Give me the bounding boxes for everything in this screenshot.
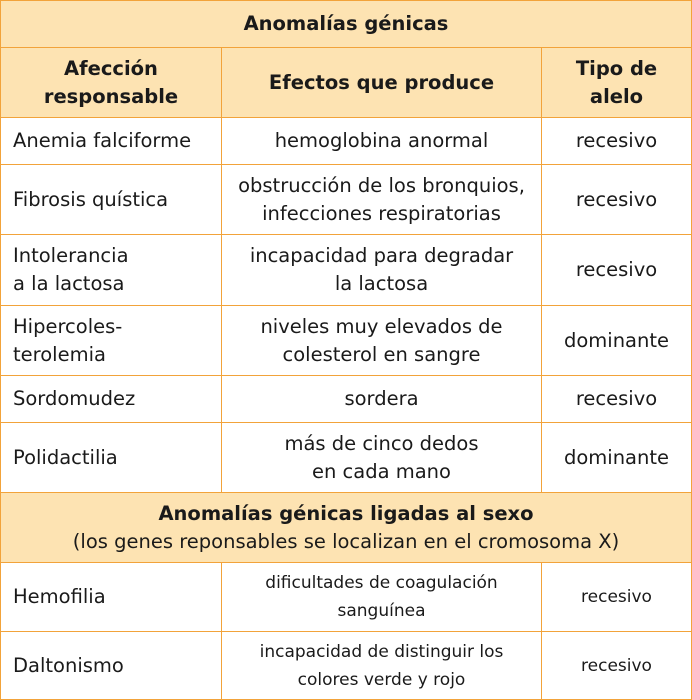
condition-line2: a la lactosa <box>13 272 125 295</box>
header-effects <box>222 48 542 117</box>
allele-text: dominante <box>563 328 670 352</box>
table-row <box>1 165 691 235</box>
table-row <box>1 235 691 306</box>
condition-text: Polidactilia <box>13 445 118 469</box>
effect-cell <box>222 165 542 234</box>
effect-line2: la lactosa <box>334 272 429 295</box>
effect-line1: incapacidad para degradar <box>249 244 514 267</box>
condition-cell <box>1 118 222 164</box>
condition-cell <box>1 632 222 699</box>
effect-line2: colesterol en sangre <box>282 342 481 366</box>
condition-cell <box>1 235 222 305</box>
allele-text: recesivo <box>575 387 658 410</box>
header-allele-line2: alelo <box>589 84 644 108</box>
effect-cell <box>222 306 542 375</box>
allele-text: recesivo <box>575 187 658 211</box>
effect-line2: en cada mano <box>311 459 451 483</box>
effect-line2: sanguínea <box>337 601 426 621</box>
allele-text: recesivo <box>581 655 652 676</box>
condition-text: Hemofilia <box>13 585 106 608</box>
effect-cell <box>222 118 542 164</box>
allele-text: recesivo <box>575 129 658 152</box>
effect-line1: dificultades de coagulación <box>265 573 498 593</box>
section2-subtitle: (los genes reponsables se localizan en el cromosoma X) <box>72 529 620 553</box>
header-condition-line2: responsable <box>43 84 179 108</box>
allele-cell <box>542 306 691 375</box>
effect-cell <box>222 376 542 422</box>
allele-cell <box>542 563 691 631</box>
condition-text: Anemia falciforme <box>13 129 192 152</box>
effect-text: hemoglobina anormal <box>274 129 489 152</box>
header-allele-line1: Tipo de <box>575 56 658 80</box>
table-row <box>1 376 691 423</box>
allele-cell <box>542 118 691 164</box>
condition-cell <box>1 306 222 375</box>
effect-line1: niveles muy elevados de <box>260 314 503 338</box>
table-row <box>1 563 691 632</box>
table-row <box>1 118 691 165</box>
allele-text: dominante <box>563 445 670 469</box>
section1-title-row <box>1 1 691 48</box>
effect-cell <box>222 563 542 631</box>
condition-line2: terolemia <box>13 342 106 366</box>
condition-line1: Hipercoles- <box>13 314 123 338</box>
condition-cell <box>1 376 222 422</box>
effect-line2: colores verde y rojo <box>297 669 466 690</box>
header-condition <box>1 48 222 117</box>
section2-title: Anomalías génicas ligadas al sexo <box>158 501 534 525</box>
allele-cell <box>542 235 691 305</box>
effect-line1: obstrucción de los bronquios, <box>238 173 525 197</box>
allele-text: recesivo <box>575 258 658 281</box>
header-row <box>1 48 691 118</box>
table-row <box>1 423 691 493</box>
effect-cell <box>222 235 542 305</box>
effect-line1: más de cinco dedos <box>284 431 479 455</box>
section2-title-row <box>1 493 691 563</box>
allele-cell <box>542 632 691 699</box>
header-effects-label: Efectos que produce <box>268 70 495 94</box>
effect-line2: infecciones respiratorias <box>262 201 501 225</box>
allele-cell <box>542 165 691 234</box>
condition-cell <box>1 563 222 631</box>
condition-cell <box>1 165 222 234</box>
section1-title: Anomalías génicas <box>243 12 449 35</box>
effect-text: sordera <box>344 387 419 410</box>
table-row <box>1 306 691 376</box>
allele-cell <box>542 376 691 422</box>
table-row <box>1 632 691 699</box>
condition-text: Daltonismo <box>13 653 124 677</box>
effect-cell <box>222 632 542 699</box>
effect-line1: incapacidad de distinguir los <box>259 641 504 662</box>
condition-text: Fibrosis quística <box>13 187 169 211</box>
effect-cell <box>222 423 542 492</box>
condition-line1: Intolerancia <box>13 244 129 267</box>
condition-cell <box>1 423 222 492</box>
allele-cell <box>542 423 691 492</box>
header-condition-line1: Afección <box>64 56 158 80</box>
allele-text: recesivo <box>581 587 652 607</box>
condition-text: Sordomudez <box>13 387 136 410</box>
header-allele <box>542 48 691 117</box>
